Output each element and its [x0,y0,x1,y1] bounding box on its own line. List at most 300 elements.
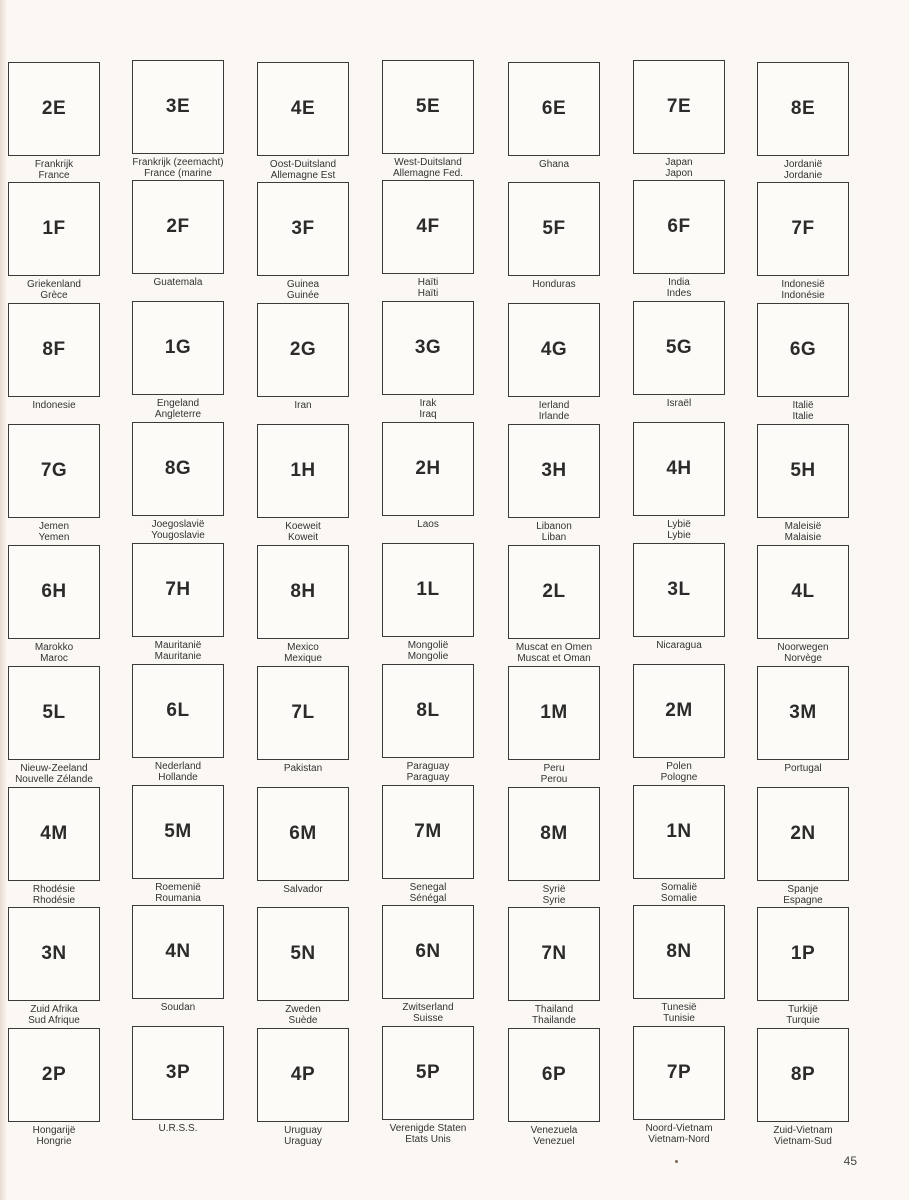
code-box [508,62,600,156]
country-label [743,400,863,422]
country-label [619,398,739,409]
country-cell [757,424,875,546]
country-name-dutch: Rhodésie [32,884,76,895]
country-cell [257,545,375,667]
code-box [8,787,100,881]
country-name-dutch: Spanje [787,884,819,895]
country-name-dutch: Salvador [283,884,323,895]
country-code: 1L [416,579,440,600]
country-name-french: Liban [541,532,567,543]
code-box [132,180,224,274]
country-cell [257,666,375,788]
country-code: 4F [416,216,440,237]
code-box [8,424,100,518]
country-label [619,277,739,299]
code-box [132,543,224,637]
code-box [382,301,474,395]
country-cell [8,666,126,788]
country-cell [633,60,751,182]
country-cell [8,424,126,546]
country-name-french: Norvège [784,653,822,664]
code-box [8,666,100,760]
country-cell [8,545,126,667]
country-name-dutch: Italië [792,400,814,411]
country-label [494,521,614,543]
country-cell [132,905,250,1027]
country-label [243,521,363,543]
country-name-dutch: Somalië [660,882,698,893]
country-name-dutch: Uruguay [284,1125,322,1136]
country-label [243,1004,363,1026]
country-name-dutch: Verenigde Staten [389,1123,467,1134]
country-cell [508,666,626,788]
country-code: 3H [541,460,567,481]
country-label [118,1123,238,1134]
code-box [382,543,474,637]
country-name-french: Rhodésie [32,895,76,906]
country-label [619,1123,739,1145]
country-name-dutch: Soudan [160,1002,196,1013]
country-code: 3G [414,337,442,358]
country-label [0,521,114,543]
country-name-dutch: Turkijë [788,1004,818,1015]
country-cell [257,62,375,184]
country-label [118,398,238,420]
country-code: 6F [667,216,691,237]
country-code: 7N [541,943,567,964]
country-code: 3E [165,96,191,117]
country-name-french: Hongrie [36,1136,72,1147]
code-box [257,62,349,156]
country-label [368,640,488,662]
country-label [743,642,863,664]
code-box [633,905,725,999]
country-code: 8P [790,1064,816,1085]
country-name-dutch: Marokko [34,642,74,653]
country-name-dutch: Joegoslavië [151,519,205,530]
country-code: 5G [665,337,693,358]
country-label [368,519,488,530]
country-cell [382,60,500,182]
country-name-french: Koweit [287,532,318,543]
code-box [633,422,725,516]
country-label [118,761,238,783]
country-cell [633,785,751,907]
code-box [633,1026,725,1120]
country-label [0,642,114,664]
country-name-dutch: Jemen [38,521,69,532]
country-label [494,400,614,422]
country-name-french: Mongolie [407,651,449,662]
country-name-french: Malaisie [784,532,822,543]
country-name-french: Guinée [286,290,320,301]
country-cell [508,182,626,304]
country-name-dutch: U.R.S.S. [158,1123,198,1134]
country-label [619,882,739,904]
country-code: 4N [165,941,191,962]
country-cell [132,422,250,544]
country-name-dutch: West-Duitsland [394,157,462,168]
code-box [8,182,100,276]
country-label [243,1125,363,1147]
country-cell [382,785,500,907]
country-cell [382,905,500,1027]
country-name-dutch: Griekenland [27,279,81,290]
country-label [494,159,614,170]
country-name-dutch: India [668,277,690,288]
code-box [757,1028,849,1122]
country-name-french: Thailande [532,1015,576,1026]
country-name-french: Italie [792,411,814,422]
code-box [508,424,600,518]
country-name-french: Turquie [786,1015,820,1026]
code-box [508,666,600,760]
country-code: 6G [789,339,817,360]
country-label [368,1002,488,1024]
country-cell [633,180,751,302]
country-cell [382,422,500,544]
country-label [243,400,363,411]
code-box [382,180,474,274]
country-code: 8H [290,581,316,602]
country-name-dutch: Ierland [538,400,570,411]
country-name-french: Muscat et Oman [517,653,591,664]
country-cell [8,1028,126,1150]
country-label [368,398,488,420]
country-code: 1H [290,460,316,481]
code-box [757,62,849,156]
code-box [757,666,849,760]
country-name-french: Perou [540,774,568,785]
country-label [0,279,114,301]
country-name-dutch: Portugal [784,763,822,774]
country-label [118,157,238,179]
country-name-dutch: Frankrijk [34,159,74,170]
code-box [132,905,224,999]
country-name-dutch: Noord-Vietnam [645,1123,713,1134]
country-name-dutch: Thailand [534,1004,574,1015]
country-code: 8L [416,700,440,721]
country-label [743,521,863,543]
code-box [8,303,100,397]
country-cell [8,787,126,909]
code-box [633,543,725,637]
country-code: 8G [164,458,192,479]
country-name-french: Mauritanie [154,651,202,662]
country-name-dutch: Lybië [667,519,691,530]
country-label [743,279,863,301]
country-name-dutch: Oost-Duitsland [269,159,337,170]
country-code: 8E [790,98,816,119]
country-name-french: Venezuel [533,1136,575,1147]
country-name-dutch: Zuid-Vietnam [773,1125,833,1136]
country-cell [757,545,875,667]
country-code: 8N [666,941,692,962]
country-cell [8,62,126,184]
country-label [0,400,114,411]
code-box [508,907,600,1001]
country-code: 5L [42,702,66,723]
country-code: 4E [290,98,316,119]
country-name-french: Allemagne Est [270,170,336,181]
country-name-dutch: Pakistan [283,763,323,774]
country-label [243,884,363,895]
country-name-dutch: Haïti [417,277,439,288]
code-box [757,303,849,397]
country-name-dutch: Nederland [154,761,202,772]
country-code: 7E [666,96,692,117]
country-name-dutch: Guatemala [153,277,203,288]
country-name-dutch: Maleisië [784,521,822,532]
country-name-french: Jordanie [783,170,823,181]
country-code: 2P [41,1064,67,1085]
country-name-dutch: Zuid Afrika [30,1004,78,1015]
country-code: 1P [790,943,816,964]
country-label [243,279,363,301]
country-code: 3L [667,579,691,600]
country-name-dutch: Nicaragua [656,640,702,651]
country-name-dutch: Polen [666,761,692,772]
country-code: 7H [165,579,191,600]
country-cell [132,1026,250,1148]
code-box [257,545,349,639]
country-name-dutch: Guinea [286,279,320,290]
country-name-dutch: Laos [417,519,439,530]
code-box [757,424,849,518]
country-cell [132,543,250,665]
country-label [368,1123,488,1145]
country-cell [8,303,126,425]
country-label [368,761,488,783]
code-box [257,303,349,397]
country-code: 5H [790,460,816,481]
country-code: 2N [790,823,816,844]
country-name-dutch: Libanon [536,521,572,532]
country-name-dutch: Mongolië [407,640,449,651]
country-code: 7G [40,460,68,481]
country-label [619,157,739,179]
country-cell [132,180,250,302]
country-cell [382,1026,500,1148]
code-box [257,787,349,881]
country-code: 8M [540,823,568,844]
code-box [757,907,849,1001]
country-name-dutch: Senegal [409,882,447,893]
code-box [257,666,349,760]
country-label [494,884,614,906]
country-cell [757,1028,875,1150]
code-box [508,787,600,881]
country-name-french: Pologne [660,772,698,783]
code-box [633,60,725,154]
country-name-dutch: Hongarijë [32,1125,76,1136]
code-box [8,1028,100,1122]
country-label [0,159,114,181]
country-code: 2M [665,700,693,721]
code-box [132,422,224,516]
country-code: 6P [541,1064,567,1085]
code-box [382,1026,474,1120]
code-box [257,182,349,276]
country-cell [257,787,375,909]
country-name-french: France [38,170,70,181]
country-name-dutch: Peru [543,763,565,774]
code-box [382,785,474,879]
country-name-french: Hollande [158,772,198,783]
country-code: 2G [289,339,317,360]
code-box [633,301,725,395]
country-label [118,1002,238,1013]
country-name-dutch: Tunesië [661,1002,697,1013]
country-cell [508,787,626,909]
code-box [757,545,849,639]
code-box [757,787,849,881]
country-label [0,763,114,785]
country-cell [508,545,626,667]
country-label [118,882,238,904]
code-box [132,785,224,879]
country-name-dutch: Syrië [542,884,566,895]
country-cell [757,907,875,1029]
country-code: 5P [415,1062,441,1083]
country-code: 6H [41,581,67,602]
country-cell [508,907,626,1029]
country-code: 4M [40,823,68,844]
code-box [508,545,600,639]
country-name-dutch: Mauritanië [154,640,202,651]
code-box [508,303,600,397]
country-label [494,279,614,290]
country-code: 3P [165,1062,191,1083]
country-name-french: Sud Afrique [28,1015,80,1026]
country-name-french: Syrie [542,895,566,906]
country-name-french: Vietnam-Nord [648,1134,710,1145]
country-name-french: Vietnam-Sud [774,1136,832,1147]
country-label [0,1125,114,1147]
country-label [118,519,238,541]
country-name-french: Irlande [538,411,570,422]
code-box [382,422,474,516]
country-cell [757,666,875,788]
country-name-french: Mexique [284,653,322,664]
country-label [118,277,238,288]
country-name-dutch: Nieuw-Zeeland [20,763,88,774]
country-code: 5E [415,96,441,117]
country-code: 5F [542,218,566,239]
country-code: 7P [666,1062,692,1083]
country-name-dutch: Zwitserland [402,1002,454,1013]
country-name-french: Suède [288,1015,318,1026]
code-box [382,60,474,154]
country-name-french: Lybie [667,530,691,541]
country-cell [633,905,751,1027]
code-box [257,1028,349,1122]
country-name-dutch: Venezuela [530,1125,578,1136]
country-name-dutch: Mexico [287,642,319,653]
country-name-dutch: Paraguay [406,761,450,772]
country-name-french: Somalie [660,893,698,904]
code-box [132,60,224,154]
country-label [0,1004,114,1026]
country-name-french: Allemagne Fed. [392,168,464,179]
country-code: 4P [290,1064,316,1085]
code-box [132,1026,224,1120]
country-cell [257,907,375,1029]
code-box [633,180,725,274]
country-name-french: Roumania [155,893,201,904]
code-box [633,785,725,879]
country-code: 1F [42,218,66,239]
code-box [382,664,474,758]
country-name-french: Yemen [38,532,70,543]
country-cell [757,787,875,909]
country-name-french: Iraq [419,409,437,420]
country-label [243,159,363,181]
country-code: 4H [666,458,692,479]
code-box [132,301,224,395]
country-code: 3N [41,943,67,964]
country-label [619,519,739,541]
country-cell [257,182,375,304]
country-code: 5M [164,821,192,842]
country-name-dutch: Irak [419,398,437,409]
page-number: 45 [843,1154,857,1168]
country-name-dutch: Noorwegen [777,642,829,653]
country-name-french: Espagne [783,895,823,906]
country-cell [382,664,500,786]
country-name-dutch: Koeweit [285,521,321,532]
country-label [619,761,739,783]
country-code: 1G [164,337,192,358]
country-label [494,642,614,664]
country-label [743,1004,863,1026]
country-cell [508,62,626,184]
country-name-french: Indes [666,288,692,299]
country-label [118,640,238,662]
country-cell [633,422,751,544]
country-name-french: France (marine [144,168,212,179]
country-code: 6L [166,700,190,721]
country-name-dutch: Roemenië [155,882,201,893]
country-cell [633,1026,751,1148]
country-cell [508,1028,626,1150]
country-name-dutch: Ghana [538,159,570,170]
country-name-dutch: Japan [665,157,693,168]
country-code: 2L [542,581,566,602]
country-code: 4L [791,581,815,602]
country-cell [382,301,500,423]
code-box [508,1028,600,1122]
code-box [132,664,224,758]
code-box [508,182,600,276]
country-name-french: Paraguay [406,772,450,783]
country-label [619,1002,739,1024]
country-code: 8F [42,339,66,360]
country-cell [382,180,500,302]
country-cell [508,424,626,546]
country-code: 1N [666,821,692,842]
country-code: 2F [166,216,190,237]
country-name-dutch: Frankrijk (zeemacht) [132,157,224,168]
country-label [243,642,363,664]
country-code: 2E [41,98,67,119]
country-cell [757,303,875,425]
country-name-dutch: Iran [294,400,312,411]
country-label [743,884,863,906]
country-name-dutch: Indonesië [781,279,825,290]
country-code: 1M [540,702,568,723]
country-name-french: Sénégal [409,893,447,904]
